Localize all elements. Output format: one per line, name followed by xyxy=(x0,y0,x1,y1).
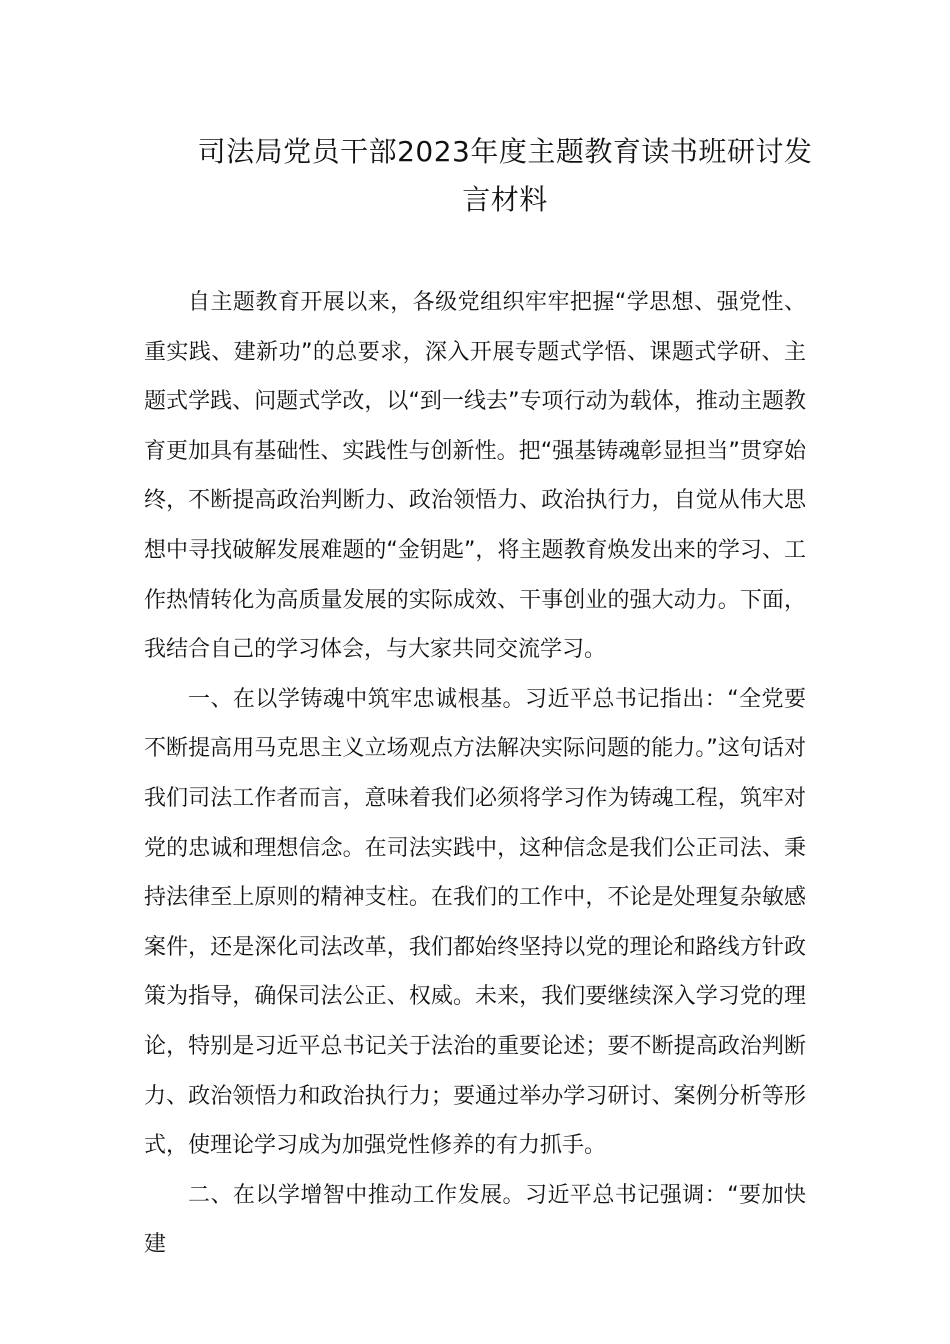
paragraph-intro: 自主题教育开展以来，各级党组织牢牢把握“学思想、强党性、重实践、建新功”的总要求，深入开展专题式学悟、课题式学研、主题式学践、问题式学改，以“到一线去”专项行动为载体，推动主题教育更加具有基础性、实践性与创新性。把“强基铸魂彰显担当”贯穿始终，不断提高政治判断力、政治领悟力、政治执行力，自觉从伟大思想中寻找破解发展难题的“金钥匙”，将主题教育焕发出来的学习、工作热情转化为高质量发展的实际成效、干事创业的强大动力。下面，我结合自己的学习体会，与大家共同交流学习。 xyxy=(144,290,806,663)
document-title: 司法局党员干部2023年度主题教育读书班研讨发言材料 xyxy=(197,135,813,216)
document-body xyxy=(144,278,806,1270)
paragraph-section-one: 一、在以学铸魂中筑牢忠诚根基。习近平总书记指出：“全党要不断提高用马克思主义立场观点方法解决实际问题的能力。”这句话对我们司法工作者而言，意味着我们必须将学习作为铸魂工程，筑牢对党的忠诚和理想信念。在司法实践中，这种信念是我们公正司法、秉持法律至上原则的精神支柱。在我们的工作中，不论是处理复杂敏感案件，还是深化司法改革，我们都始终坚持以党的理论和路线方针政策为指导，确保司法公正、权威。未来，我们要继续深入学习党的理论，特别是习近平总书记关于法治的重要论述；要不断提高政治判断力、政治领悟力和政治执行力；要通过举办学习研讨、案例分析等形式，使理论学习成为加强党性修养的有力抓手。 xyxy=(144,686,806,1159)
paragraph-section-two: 二、在以学增智中推动工作发展。习近平总书记强调：“要加快建 xyxy=(144,1182,806,1258)
